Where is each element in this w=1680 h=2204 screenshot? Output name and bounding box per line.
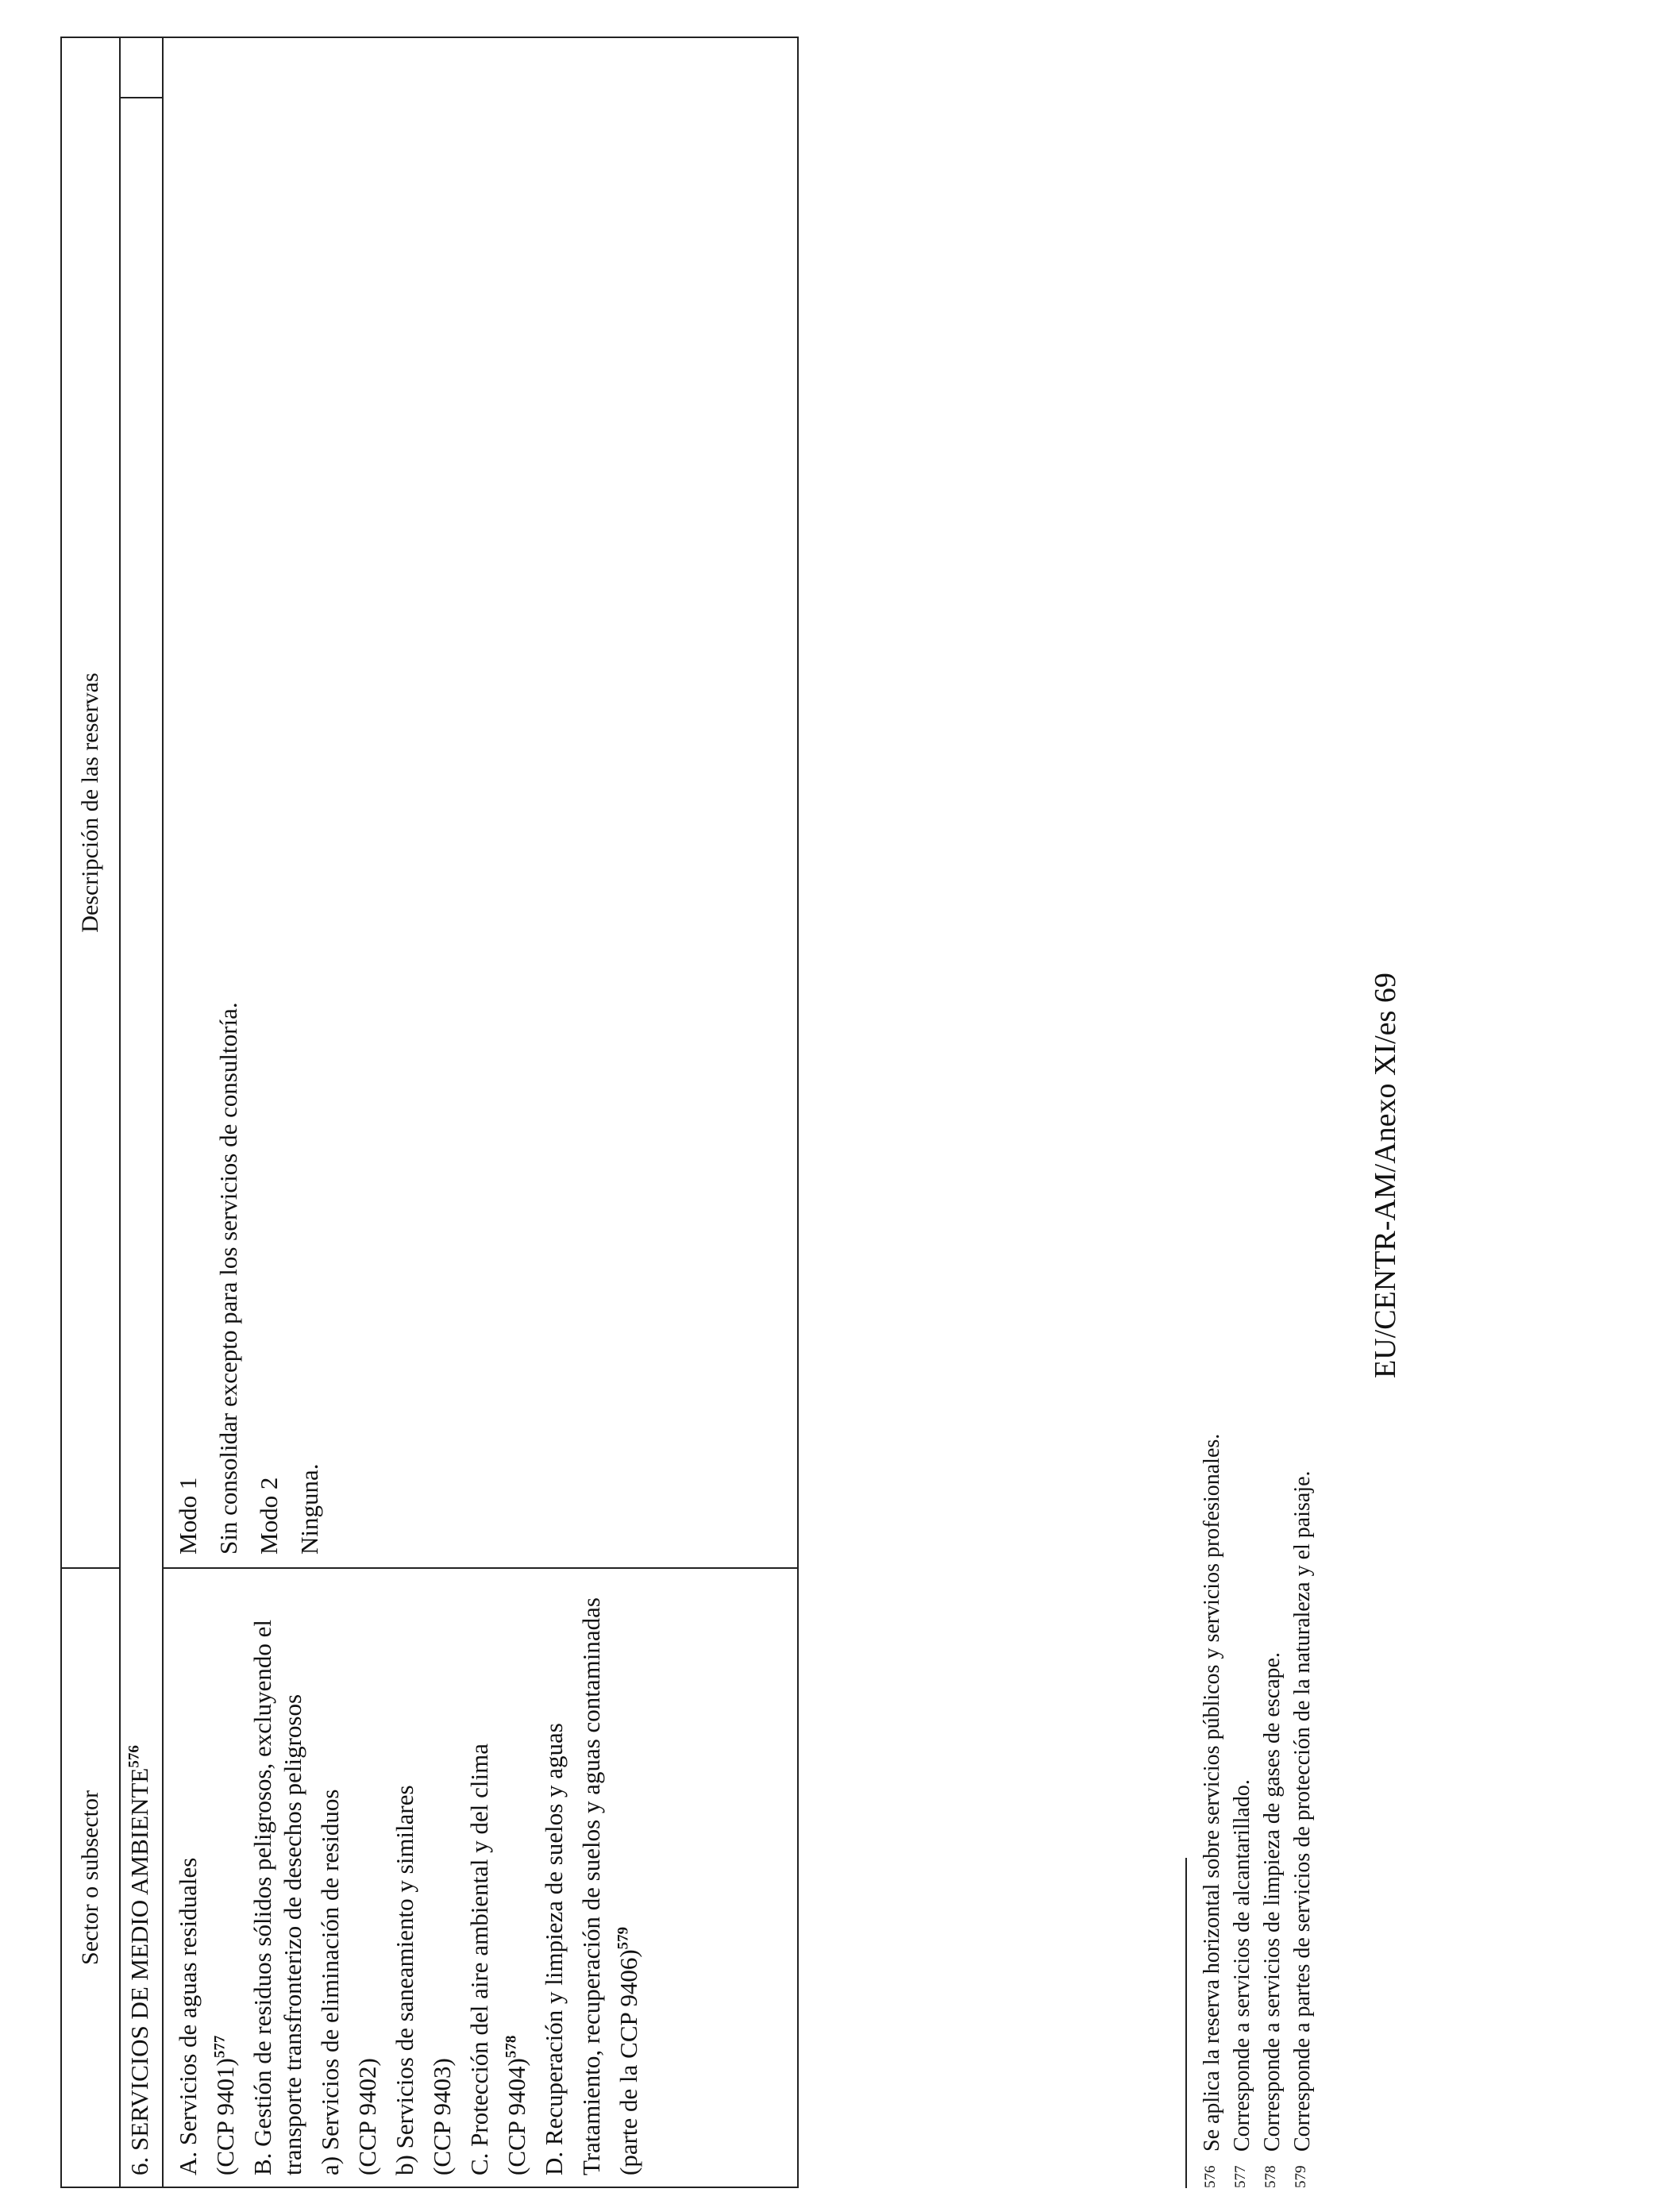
sector-entry bbox=[248, 1580, 308, 2175]
sector-entry bbox=[614, 1580, 644, 2175]
sector-entry bbox=[539, 1580, 569, 2175]
section-row bbox=[119, 38, 164, 2187]
sector-entry-text: (parte de la CCP 9406) bbox=[615, 1949, 642, 2175]
header-sector: Sector o subsector bbox=[62, 1567, 119, 2187]
footnote-text: Corresponde a partes de servicios de protección de la naturaleza y el paisaje. bbox=[1290, 1470, 1315, 2152]
footnote-rule bbox=[1185, 1858, 1187, 2188]
footnote-ref: 579 bbox=[615, 1926, 632, 1950]
section-empty-cell bbox=[119, 35, 162, 98]
sector-entry-text: (CCP 9403) bbox=[428, 2058, 456, 2175]
footnote-number: 579 bbox=[1293, 2165, 1309, 2188]
sector-entry-text: b) Servicios de saneamiento y similares bbox=[391, 1785, 418, 2175]
sector-entry-text: A. Servicios de aguas residuales bbox=[174, 1857, 202, 2175]
description-entry: Sin consolidar excepto para los servicios de consultoría. bbox=[214, 1002, 242, 1555]
footnote-text: Corresponde a servicios de limpieza de gases de escape. bbox=[1260, 1652, 1285, 2152]
sector-entry-text: (CCP 9402) bbox=[353, 2058, 381, 2175]
footnote-number: 578 bbox=[1262, 2165, 1279, 2188]
sector-entry-text: (CCP 9401) bbox=[211, 2058, 239, 2175]
sector-entry bbox=[464, 1580, 495, 2175]
footnote-ref: 577 bbox=[211, 2035, 229, 2059]
footnotes bbox=[1197, 44, 1318, 2188]
sector-entry bbox=[390, 1580, 420, 2175]
sector-entry-text: D. Recuperación y limpieza de suelos y aguas bbox=[540, 1723, 568, 2175]
page-footer: EU/CENTR-AM/Anexo XI/es 69 bbox=[1369, 973, 1402, 1378]
footnote bbox=[1258, 44, 1288, 2188]
description-column bbox=[164, 38, 797, 1567]
footnote-text: Corresponde a servicios de alcantarillado. bbox=[1230, 1779, 1254, 2152]
footnote-text: Se aplica la reserva horizontal sobre servicios públicos y servicios profesionales. bbox=[1200, 1433, 1224, 2152]
footnote-number: 577 bbox=[1232, 2165, 1249, 2188]
footnote bbox=[1197, 44, 1227, 2188]
sector-entry-text: a) Servicios de eliminación de residuos bbox=[316, 1789, 344, 2175]
sector-entry bbox=[315, 1580, 345, 2175]
sector-entry bbox=[173, 1580, 203, 2175]
footnote-ref: 578 bbox=[503, 2035, 520, 2059]
section-title: 6. SERVICIOS DE MEDIO AMBIENTE$^{576}$ bbox=[125, 1745, 153, 2175]
sector-entry bbox=[353, 1580, 383, 2175]
sector-column bbox=[164, 1567, 797, 2187]
sector-entry-text: (CCP 9404) bbox=[503, 2058, 530, 2175]
sector-entry bbox=[427, 1580, 457, 2175]
footnote-number: 576 bbox=[1202, 2165, 1219, 2188]
footnote bbox=[1227, 44, 1258, 2188]
description-entry: Modo 2 bbox=[255, 1477, 283, 1555]
sector-entry-text: C. Protección del aire ambiental y del clima bbox=[465, 1743, 493, 2175]
description-entry: Modo 1 bbox=[174, 1477, 202, 1555]
footnote bbox=[1288, 44, 1318, 2188]
sector-entry bbox=[576, 1580, 607, 2175]
reservations-table bbox=[60, 37, 799, 2188]
sector-entry bbox=[210, 1580, 241, 2175]
sector-entry bbox=[502, 1580, 532, 2175]
sector-entry-text: Tratamiento, recuperación de suelos y aguas contaminadas bbox=[577, 1597, 605, 2175]
header-description: Descripción de las reservas bbox=[77, 672, 103, 933]
description-entry: Ninguna. bbox=[295, 1463, 323, 1555]
sector-entry-text: B. Gestión de residuos sólidos peligrosos, excluyendo el transporte transfronterizo de desechos peligrosos bbox=[249, 1620, 306, 2175]
